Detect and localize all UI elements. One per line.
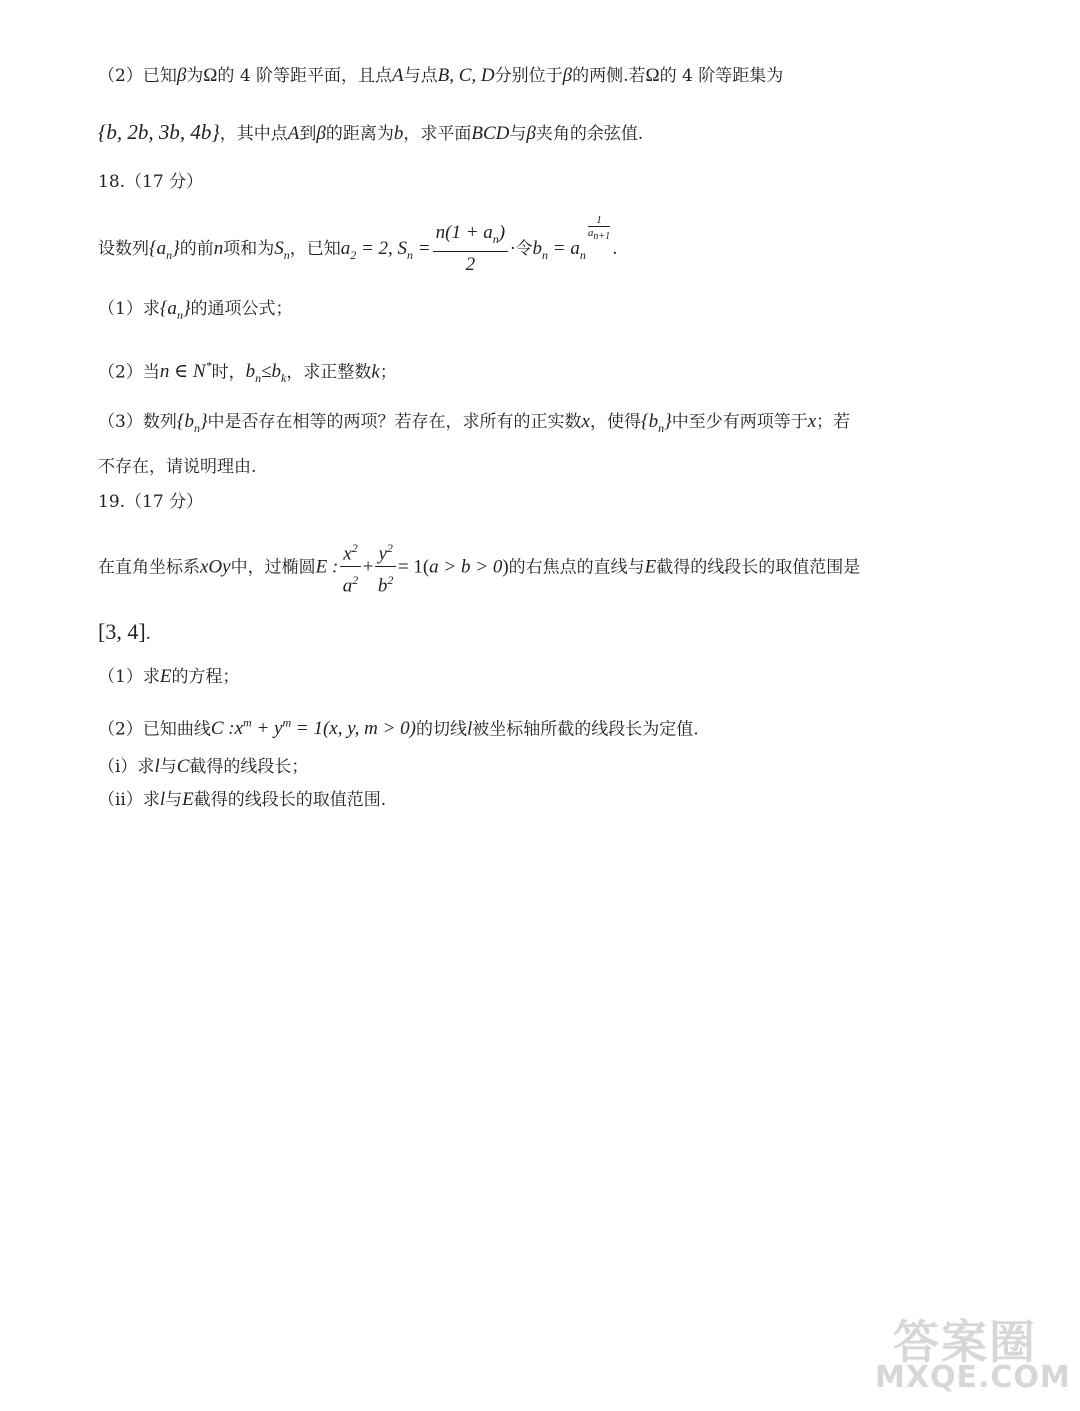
text: ，已知 [289, 239, 341, 259]
math-omega: Ω [203, 65, 218, 86]
q19-part-i: （i）求l与C截得的线段长； [98, 756, 309, 777]
math-b: b [393, 123, 404, 144]
math-bn-def: $b_n = a_n$ $\frac{1}{a_{n+1}}$ [532, 214, 611, 262]
math-beta: β [526, 123, 536, 144]
math-an-set: $\{a_n\}$ [149, 238, 180, 262]
math-beta: β [316, 123, 326, 144]
math-point-a: A [287, 123, 300, 144]
text: 与点 [403, 66, 438, 86]
q18-part3-line2: 不存在，请说明理由. [98, 457, 257, 477]
text: . [612, 239, 618, 259]
watermark-bottom-text: MXQE.COM [875, 1360, 1071, 1395]
text: （2）已知 [98, 66, 177, 86]
math-point-a: A [392, 65, 404, 86]
text: 与 [509, 124, 527, 144]
q19-part1: （1）求E的方程； [98, 666, 240, 687]
text: 的前 [179, 239, 214, 259]
q19-part2: （2）已知曲线C $:x^m + y^m = 1(x$, y, m > 0)的切线l被坐标轴所截的线段长为定值. [98, 716, 699, 740]
q18-part2: （2）当n ∈ N*时，$b_n\le b_k$，求正整数k； [98, 359, 397, 386]
q19-part-ii: （ii）求l与E截得的线段长的取值范围. [98, 789, 387, 810]
math-n: n [213, 238, 224, 259]
text: 分别位于 [494, 66, 563, 86]
watermark-logo [875, 1306, 1071, 1401]
q18-stem [98, 214, 618, 280]
math-beta: β [176, 65, 187, 86]
math-sn-fraction: $\frac{n(1 + a_n)}{2}$ [433, 221, 508, 278]
q17-part2-line1 [98, 64, 783, 88]
text: ，其中点 [219, 124, 288, 144]
math-beta: β [562, 65, 573, 86]
q19-header: 19.（17 分） [98, 492, 204, 512]
text: 的 4 阶等距平面，且点 [217, 66, 393, 86]
math-given: $a_2 = 2$, $S_n$ = [340, 238, 431, 262]
text: ·令 [510, 239, 533, 259]
text: ，求平面 [403, 124, 472, 144]
q19-range: [3, 4]. [98, 619, 152, 644]
text: 为 [186, 66, 204, 86]
text: 的 4 阶等距集为 [659, 66, 784, 86]
watermark-top-text: 答案圈 [893, 1315, 1037, 1369]
text: 项和为 [223, 239, 275, 259]
math-distance-set: {b, 2b, 3b, 4b} [98, 120, 220, 144]
q19-stem: 在直角坐标系xOy中，过椭圆E : $\frac{x^2}{a^2}$ + $\frac{y^2}{b^2}$ = 1(a > b > 0)的右焦点的直线与E截得的线段长的取值范围是 [98, 536, 860, 600]
math-sn: $S_n$ [274, 238, 290, 262]
q18-part3-line1: （3）数列$\{b_n\}$中是否存在相等的两项？若存在，求所有的正实数x，使得$\{b_n\}$中至少有两项等于x；若 [98, 411, 851, 435]
text: 的距离为 [325, 124, 394, 144]
q18-header: 18.（17 分） [98, 172, 204, 192]
text: 夹角的余弦值. [535, 124, 644, 144]
q17-part2-line2 [98, 120, 643, 146]
text: 的两侧.若 [572, 66, 646, 86]
text: 到 [299, 124, 317, 144]
q18-part1: （1）求$\{a_n\}$的通项公式； [98, 298, 293, 322]
math-plane-bcd: BCD [471, 123, 510, 144]
text: 设数列 [98, 239, 149, 259]
math-omega: Ω [645, 65, 660, 86]
math-points-bcd: B, C, D [437, 65, 495, 86]
